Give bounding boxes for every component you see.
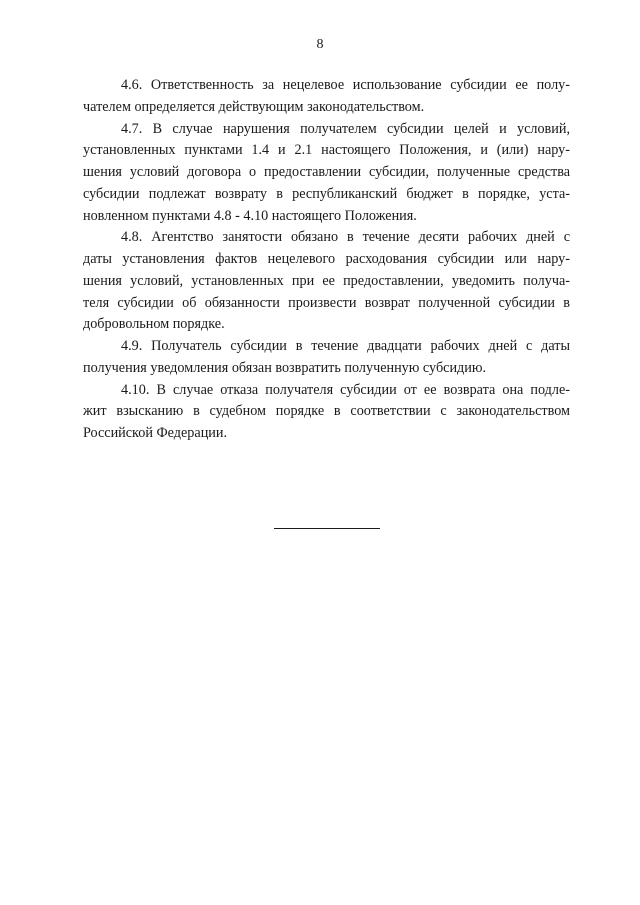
paragraph-line: получения уведомления обязан возвратить полученную субсидию. <box>83 359 487 376</box>
paragraph-4-8 <box>83 227 570 336</box>
paragraph-line: шения условий, установленных при ее предоставлении, уведомить получа- <box>83 272 570 289</box>
paragraph-line: 4.8. Агентство занятости обязано в течение десяти рабочих дней с <box>121 229 570 246</box>
paragraph-line: 4.9. Получатель субсидии в течение двадцати рабочих дней с даты <box>121 338 570 354</box>
paragraph-4-10 <box>83 380 570 445</box>
paragraph-4-6 <box>83 75 570 119</box>
paragraph-4-9 <box>83 336 570 380</box>
paragraph-line: добровольном порядке. <box>83 316 225 333</box>
paragraph-line: субсидии подлежат возврату в республиканский бюджет в порядке, уста- <box>83 185 570 202</box>
paragraph-line: жит взысканию в судебном порядке в соответствии с законодательством <box>83 403 570 420</box>
paragraph-line: новленном пунктами 4.8 - 4.10 настоящего Положения. <box>83 207 417 224</box>
paragraph-line: 4.7. В случае нарушения получателем субсидии целей и условий, <box>121 120 570 137</box>
paragraph-line: чателем определяется действующим законодательством. <box>83 98 425 115</box>
paragraph-line: Российской Федерации. <box>83 425 228 441</box>
paragraph-line: даты установления фактов нецелевого расходования субсидии или нару- <box>83 251 570 267</box>
paragraph-line: установленных пунктами 1.4 и 2.1 настоящего Положения, и (или) нару- <box>83 142 570 159</box>
document-body <box>83 75 570 445</box>
paragraph-4-7 <box>83 119 570 228</box>
paragraph-line: 4.10. В случае отказа получателя субсидии от ее возврата она подле- <box>121 381 570 398</box>
paragraph-line: теля субсидии об обязанности произвести возврат полученной субсидии в <box>83 294 570 311</box>
end-separator-line <box>274 528 380 529</box>
page-number: 8 <box>316 37 324 52</box>
paragraph-line: шения условий договора о предоставлении субсидии, полученные средства <box>83 164 570 180</box>
paragraph-line: 4.6. Ответственность за нецелевое использование субсидии ее полу- <box>121 77 570 93</box>
